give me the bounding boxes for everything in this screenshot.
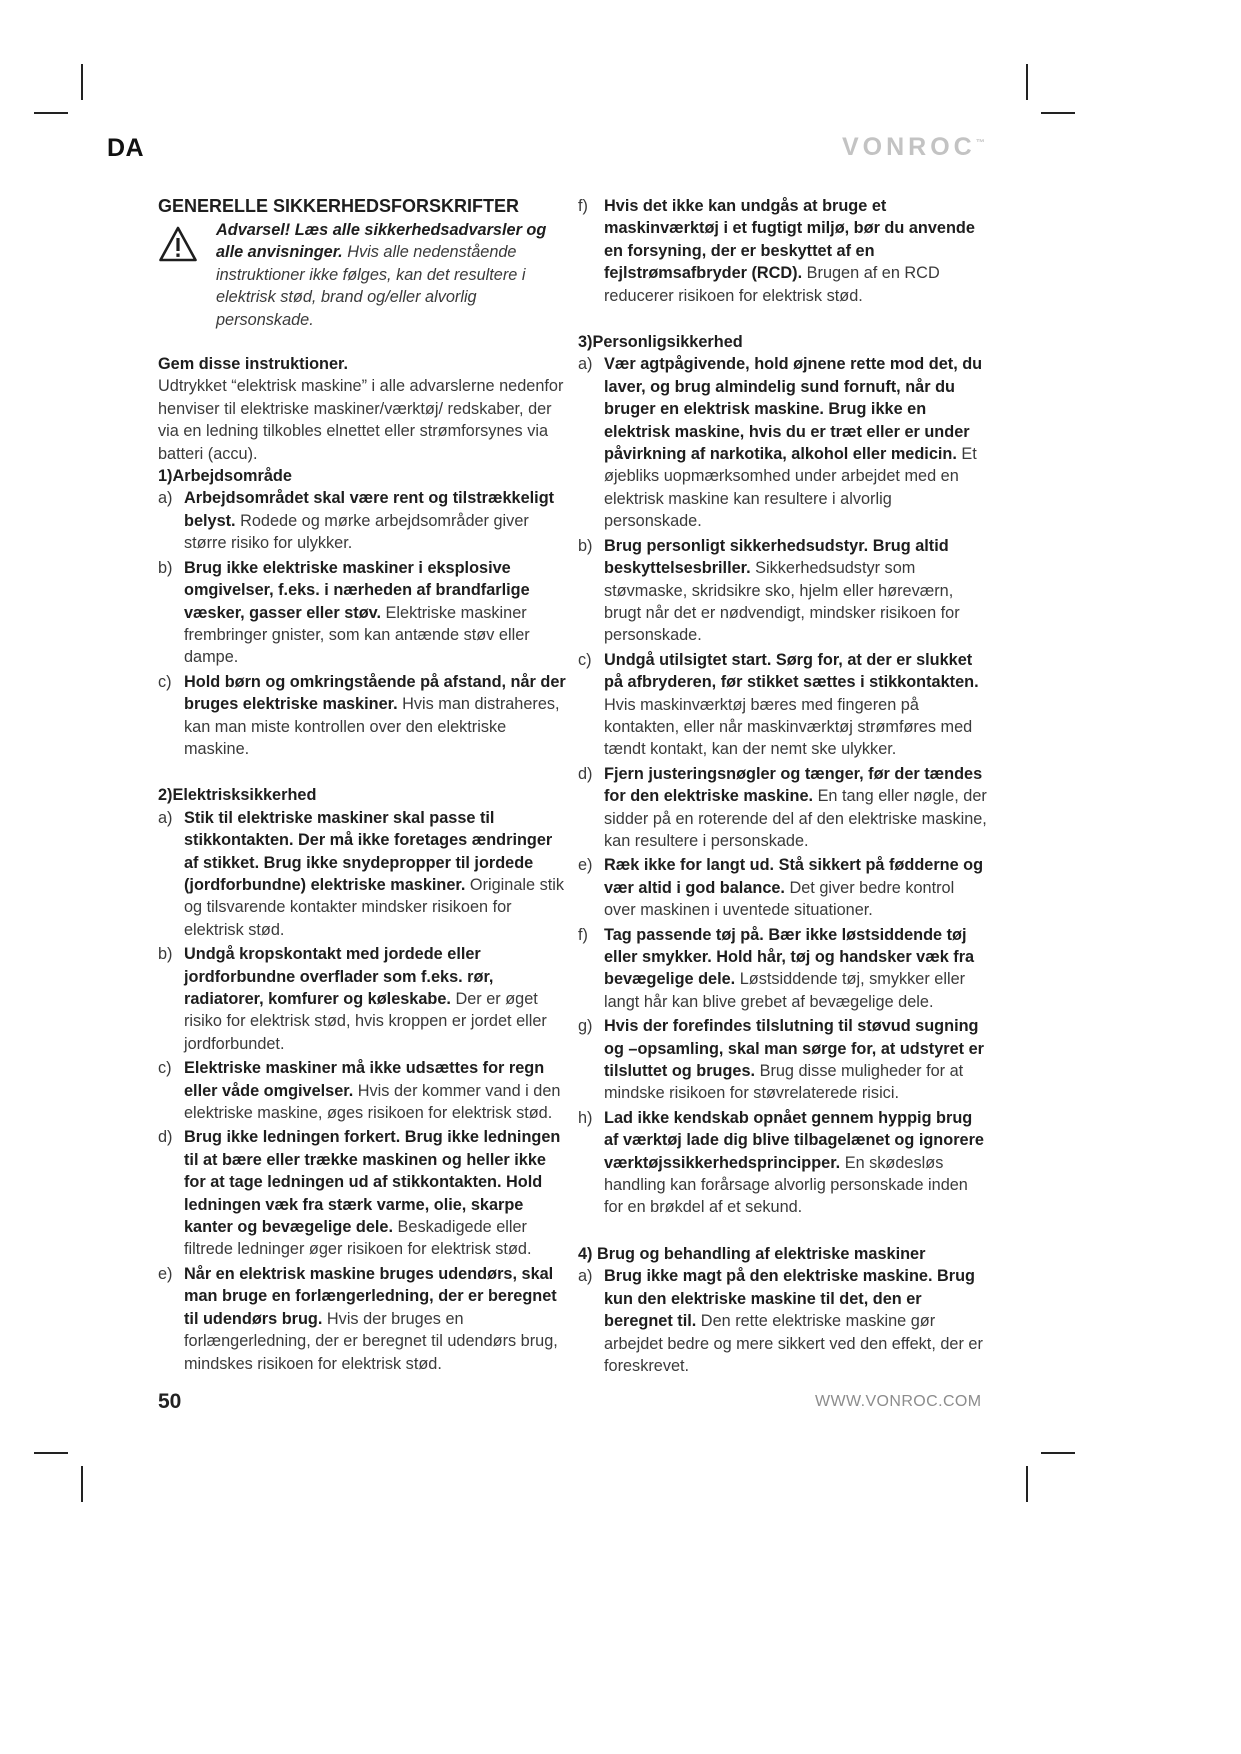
list-item: [578, 195, 990, 307]
left-column: [158, 195, 570, 1377]
item-label: e): [158, 1264, 173, 1283]
list-item: [158, 1057, 570, 1124]
item-label: c): [158, 1059, 172, 1078]
website-url: WWW.VONROC.COM: [815, 1393, 982, 1410]
item-lead: Arbejdsområdet skal være rent og tilstrækkeligt belyst.: [184, 489, 555, 530]
item-lead: Brug ikke ledningen forkert. Brug ikke ledningen til at bære eller trække maskinen og heller ikke for at tage ledningen ud af stikkontakten. Hold ledningen væk fra stærk varme, olie, skarpe kanter og bevægelige dele.: [184, 1128, 561, 1237]
item-lead: Elektriske maskiner må ikke udsættes for regn eller våde omgivelser.: [184, 1059, 545, 1100]
item-label: b): [578, 536, 593, 555]
item-text: Hvis maskinværktøj bæres med fingeren på kontakten, eller når maskinværktøj strømføres med tændt kontakt, kan der nemt ske ulykker.: [604, 695, 973, 759]
crop-mark: [1026, 64, 1028, 100]
item-lead: Hold børn og omkringstående på afstand, når der bruges elektriske maskiner.: [184, 672, 566, 714]
list-item: [158, 1263, 570, 1375]
crop-mark: [34, 112, 68, 114]
section-title-work-area: 1)Arbejdsområde: [158, 467, 292, 486]
section-title-use-and-care: 4) Brug og behandling af elektriske maskiner: [578, 1244, 926, 1263]
item-label: c): [578, 650, 592, 669]
item-label: h): [578, 1108, 593, 1127]
item-label: b): [158, 945, 173, 964]
list-item: [158, 1126, 570, 1260]
warning-lead: Advarsel! Læs alle sikkerhedsadvarsler og alle anvisninger.: [216, 221, 547, 262]
item-lead: Når en elektrisk maskine bruges udendørs, skal man bruge en forlængerledning, der er beregnet til udendørs brug.: [184, 1264, 557, 1328]
item-lead: Lad ikke kendskab opnået gennem hyppig brug af værktøj lade dig blive tilbagelænet og ignorere værktøjssikkerhedsprincipper.: [604, 1108, 984, 1172]
language-code: DA: [107, 134, 145, 162]
item-text: Den rette elektriske maskine gør arbejdet bedre og mere sikkert ved den effekt, der er foreskrevet.: [604, 1312, 983, 1375]
list-item: [578, 763, 990, 853]
item-label: a): [158, 808, 173, 827]
item-lead: Vær agtpågivende, hold øjnene rette mod det, du laver, og brug almindelig sund fornuft, når du bruger en elektrisk maskine. Brug ikke en elektrisk maskine, hvis du er træt eller er under påvirkning af narkotika, alkohol eller medicin.: [604, 355, 983, 464]
item-label: a): [578, 1267, 593, 1286]
item-label: b): [158, 558, 173, 577]
item-label: f): [578, 197, 588, 215]
trademark-symbol: ™: [975, 137, 985, 148]
item-text: Originale stik og tilsvarende kontakter mindsker risikoen for elektrisk stød.: [184, 875, 565, 939]
item-text: Sikkerhedsudstyr som støvmaske, skridsikre sko, hjelm eller høreværn, brugt når det er nødvendigt, mindsker risikoen for personskade.: [604, 559, 960, 645]
item-label: c): [158, 672, 172, 691]
keep-instructions-title: Gem disse instruktioner.: [158, 355, 349, 374]
warning-text: [216, 219, 570, 331]
keep-instructions-text: Udtrykket “elektrisk maskine” i alle advarslerne nedenfor henviser til elektriske maskiner/værktøj/ redskaber, der via en ledning tilkobles elnettet eller strømforsynes via batteri (accu).: [158, 377, 564, 463]
item-lead: Hvis der forefindes tilslutning til støvud sugning og –opsamling, skal man sørge for, at udstyret er tilsluttet og bruges.: [604, 1017, 985, 1081]
list-item: [578, 353, 990, 532]
item-label: a): [158, 489, 173, 508]
crop-mark: [81, 1466, 83, 1502]
warning-block: [158, 219, 570, 331]
item-text: Brugen af en RCD reducerer risikoen for elektrisk stød.: [604, 264, 940, 305]
list-item: [578, 1107, 990, 1219]
list-item: [578, 649, 990, 761]
item-label: d): [578, 764, 593, 783]
page-number: 50: [158, 1390, 182, 1413]
section-title-electrical-safety: 2)Elektrisksikkerhed: [158, 786, 317, 805]
item-lead: Brug personligt sikkerhedsudstyr. Brug altid beskyttelsesbriller.: [604, 536, 949, 578]
item-text: Hvis der kommer vand i den elektriske maskine, øges risikoen for elektrisk stød.: [184, 1081, 561, 1123]
item-text: En skødesløs handling kan forårsage alvorlig personskade inden for en brøkdel af et sekund.: [604, 1153, 968, 1217]
crop-mark: [1041, 1452, 1075, 1454]
item-label: d): [158, 1128, 173, 1147]
item-label: a): [578, 355, 593, 374]
item-label: g): [578, 1017, 593, 1036]
list-item: [158, 807, 570, 941]
item-text: En tang eller nøgle, der sidder på en roterende del af den elektriske maskine, kan resultere i personskade.: [604, 787, 987, 850]
item-text: Elektriske maskiner frembringer gnister, som kan antænde støv eller dampe.: [184, 603, 530, 667]
brand-name: VONROC: [842, 133, 976, 161]
crop-mark: [34, 1452, 68, 1454]
item-lead: Hvis det ikke kan undgås at bruge et maskinværktøj i et fugtigt miljø, bør du anvende en forsyning, der er beskyttet af en fejlstrømsafbryder (RCD).: [604, 197, 975, 283]
list-item: [158, 557, 570, 669]
item-text: Det giver bedre kontrol over maskinen i uventede situationer.: [604, 878, 955, 920]
item-text: Der er øget risiko for elektrisk stød, hvis kroppen er jordet eller jordforbundet.: [184, 990, 547, 1053]
item-text: Et øjebliks uopmærksomhed under arbejdet med en elektrisk maskine kan resultere i alvorlig personskade.: [604, 445, 977, 531]
item-lead: Undgå utilsigtet start. Sørg for, at der er slukket på afbryderen, før stikket sættes i stikkontakten.: [604, 650, 979, 692]
warning-body: Hvis alle nedenstående instruktioner ikke følges, kan det resultere i elektrisk stød, brand og/eller alvorlig personskade.: [216, 243, 526, 329]
item-lead: Fjern justeringsnøgler og tænger, før der tændes for den elektriske maskine.: [604, 764, 983, 806]
list-item: [158, 671, 570, 761]
item-label: f): [578, 925, 588, 944]
list-item: [578, 924, 990, 1014]
item-label: e): [578, 856, 593, 875]
item-text: Løstsiddende tøj, smykker eller langt hår kan blive grebet af bevægelige dele.: [604, 970, 966, 1011]
item-text: Hvis man distraheres, kan man miste kontrollen over den elektriske maskine.: [184, 695, 560, 758]
item-lead: Tag passende tøj på. Bær ikke løstsiddende tøj eller smykker. Hold hår, tøj og handsker væk fra bevægelige dele.: [604, 925, 975, 989]
item-lead: Stik til elektriske maskiner skal passe til stikkontakten. Der må ikke foretages ændringer af stikket. Brug ikke snydepropper til jordede (jordforbundne) elektriske maskiner.: [184, 808, 553, 894]
warning-triangle-icon: [158, 219, 216, 331]
item-text: Rodede og mørke arbejdsområder giver større risiko for ulykker.: [184, 511, 529, 553]
crop-mark: [1041, 112, 1075, 114]
item-text: Beskadigede eller filtrede ledninger øger risikoen for elektrisk stød.: [184, 1218, 532, 1259]
item-lead: Brug ikke magt på den elektriske maskine. Brug kun den elektriske maskine til det, den er beregnet til.: [604, 1267, 975, 1331]
list-item: [158, 943, 570, 1055]
item-lead: Undgå kropskontakt med jordede eller jordforbundne overflader som f.eks. rør, radiatorer, komfurer og køleskabe.: [184, 945, 494, 1008]
page-title: GENERELLE SIKKERHEDSFORSKRIFTER: [158, 196, 520, 216]
item-lead: Ræk ikke for langt ud. Stå sikkert på fødderne og vær altid i god balance.: [604, 856, 984, 897]
brand-logo: [842, 133, 985, 162]
crop-mark: [81, 64, 83, 100]
section-title-personal-safety: 3)Personligsikkerhed: [578, 333, 743, 352]
list-item: [158, 487, 570, 554]
list-item: [578, 1015, 990, 1105]
list-item: [578, 535, 990, 647]
list-item: [578, 1265, 990, 1377]
list-item: [578, 854, 990, 921]
crop-mark: [1026, 1466, 1028, 1502]
item-text: Brug disse muligheder for at mindske risikoen for støvrelaterede risici.: [604, 1062, 964, 1103]
right-column: [578, 195, 990, 1379]
item-lead: Brug ikke elektriske maskiner i eksplosive omgivelser, f.eks. i nærheden af brandfarlige væsker, gasser eller støv.: [184, 558, 530, 622]
item-text: Hvis der bruges en forlængerledning, der er beregnet til udendørs brug, mindskes risikoen for elektrisk stød.: [184, 1309, 558, 1373]
